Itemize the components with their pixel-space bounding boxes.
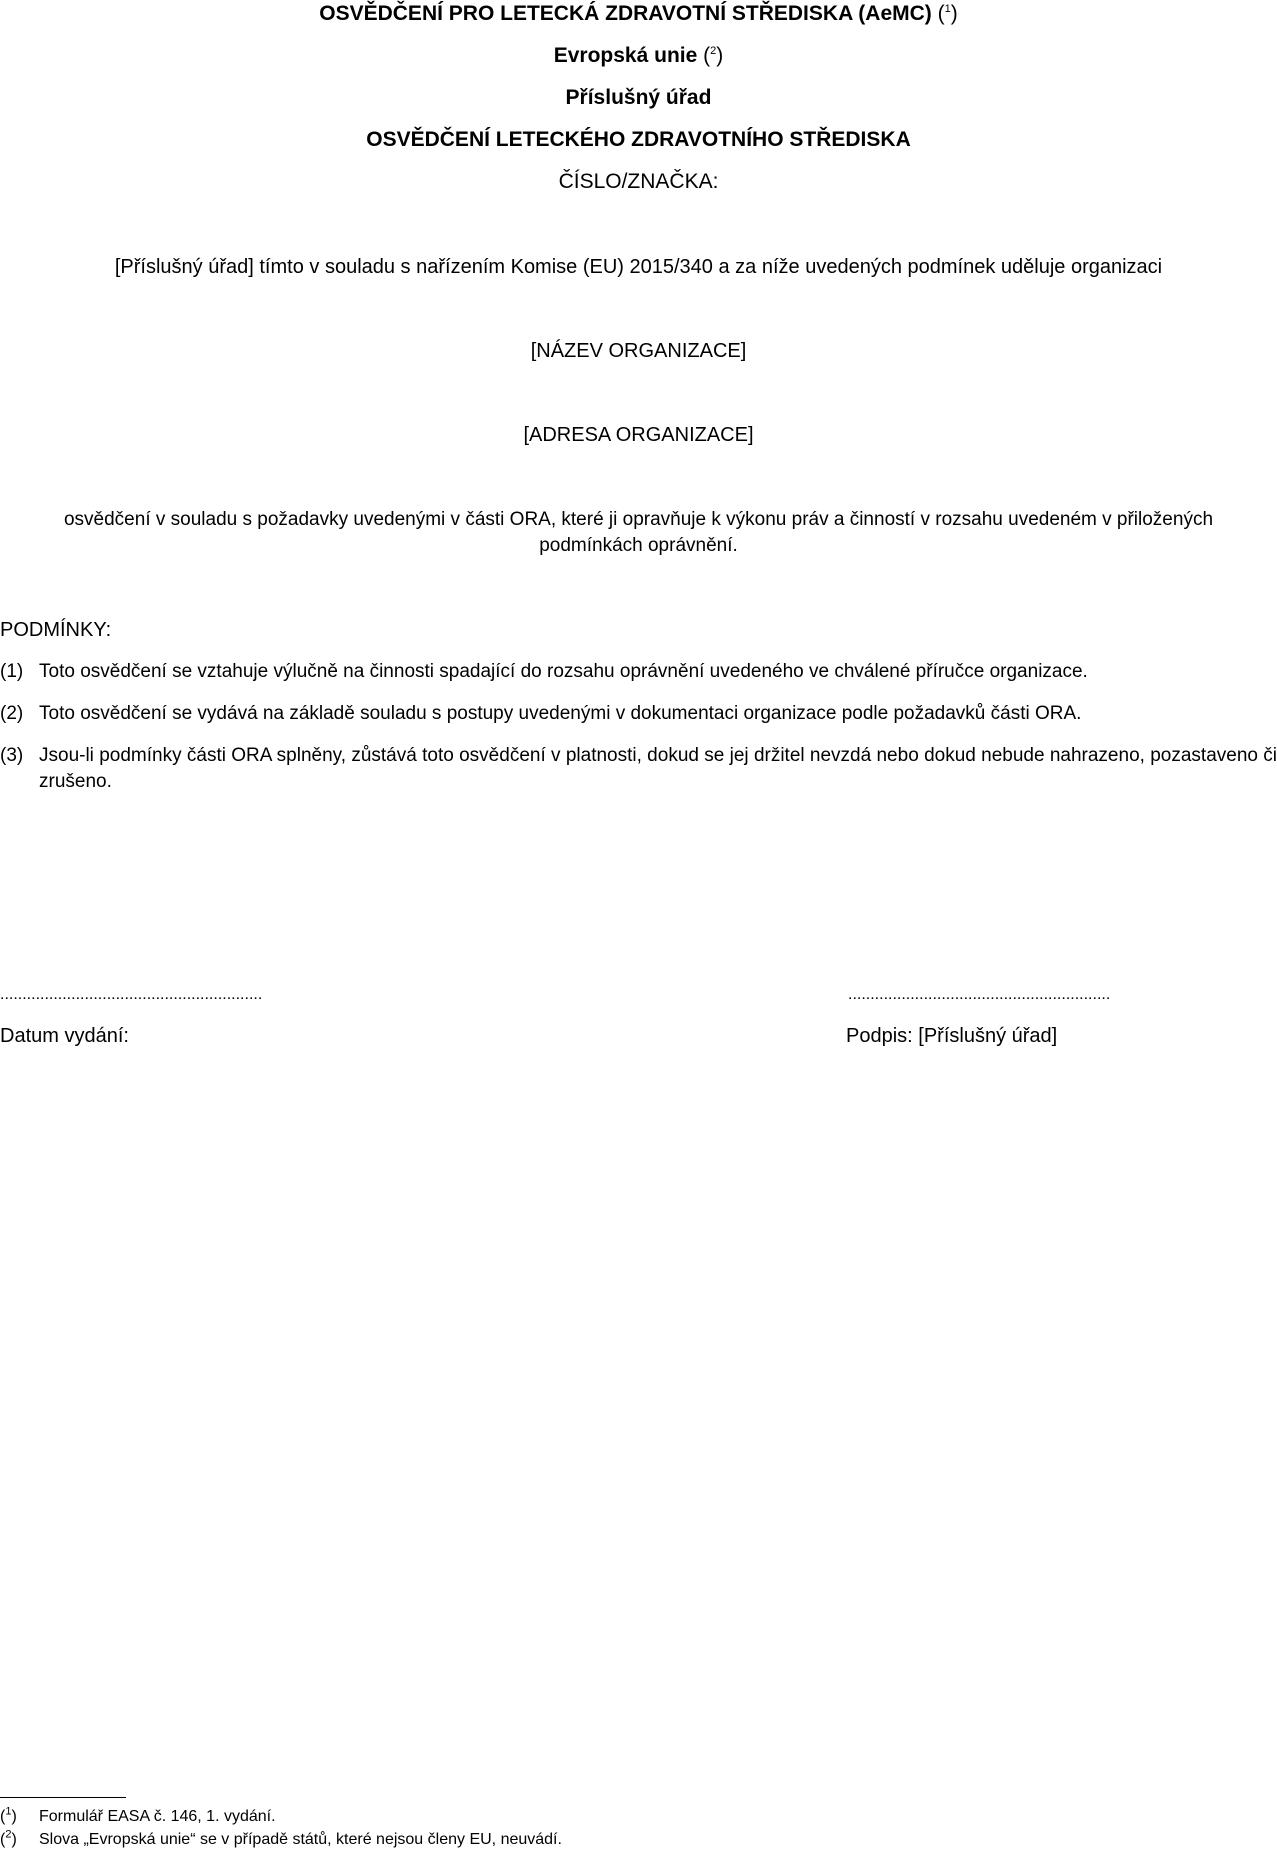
footnote-text: Formulář EASA č. 146, 1. vydání. [39,1808,276,1825]
footnote-separator [0,1797,126,1798]
condition-text: Toto osvědčení se vztahuje výlučně na činnosti spadající do rozsahu oprávnění uvedeného ve chválené příručce organizace. [39,661,1088,682]
footnote-ref-2: 2 [710,45,717,57]
footnote-number: ($^1$) [0,1805,17,1825]
eu-label-text: Evropská unie [553,44,698,67]
number-label: ČÍSLO/ZNAČKA: [558,170,719,193]
signature-label: Podpis: [Příslušný úřad] [846,1025,1058,1047]
condition-number: (1) [0,661,24,682]
condition-number: (2) [0,703,24,724]
signature-dotted-line: ........................................................... [848,986,1111,1003]
issue-date-label: Datum vydání: [0,1025,129,1047]
conditions-heading: PODMÍNKY: [0,619,112,641]
condition-text: Toto osvědčení se vydává na základě souladu s postupy uvedenými v dokumentaci organizace podle požadavků části ORA. [39,703,1082,724]
footnote-ref-1: 1 [944,3,951,15]
footnote-text: Slova „Evropská unie“ se v případě států, které nejsou členy EU, neuvádí. [39,1831,562,1848]
footnote-number: ($^2$) [0,1828,17,1848]
organization-address: [ADRESA ORGANIZACE] [523,424,754,446]
certificate-title: OSVĚDČENÍ LETECKÉHO ZDRAVOTNÍHO STŘEDISKA [366,128,911,151]
authority-heading: Příslušný úřad [565,86,712,109]
condition-number: (3) [0,745,24,766]
condition-text: Jsou-li podmínky části ORA splněny, zůstává toto osvědčení v platnosti, dokud se jej držitel nevzdá nebo dokud nebude nahrazeno, pozastaveno či zrušeno. [39,745,1277,792]
document-title: OSVĚDČENÍ PRO LETECKÁ ZDRAVOTNÍ STŘEDISKA (AeMC) ($^1$) [319,2,958,25]
organization-name: [NÁZEV ORGANIZACE] [530,340,747,362]
document-title-text: OSVĚDČENÍ PRO LETECKÁ ZDRAVOTNÍ STŘEDISKA (AeMC) [319,2,932,25]
certificate-statement: osvědčení v souladu s požadavky uvedenými v části ORA, které ji opravňuje k výkonu práv a činností v rozsahu uvedeném v přiložených podmínkách oprávnění. [63,509,1214,556]
eu-label: Evropská unie ($^2$) [553,44,724,67]
intro-text: [Příslušný úřad] tímto v souladu s nařízením Komise (EU) 2015/340 a za níže uvedených podmínek uděluje organizaci [114,256,1163,278]
date-dotted-line: ........................................................... [0,986,263,1003]
